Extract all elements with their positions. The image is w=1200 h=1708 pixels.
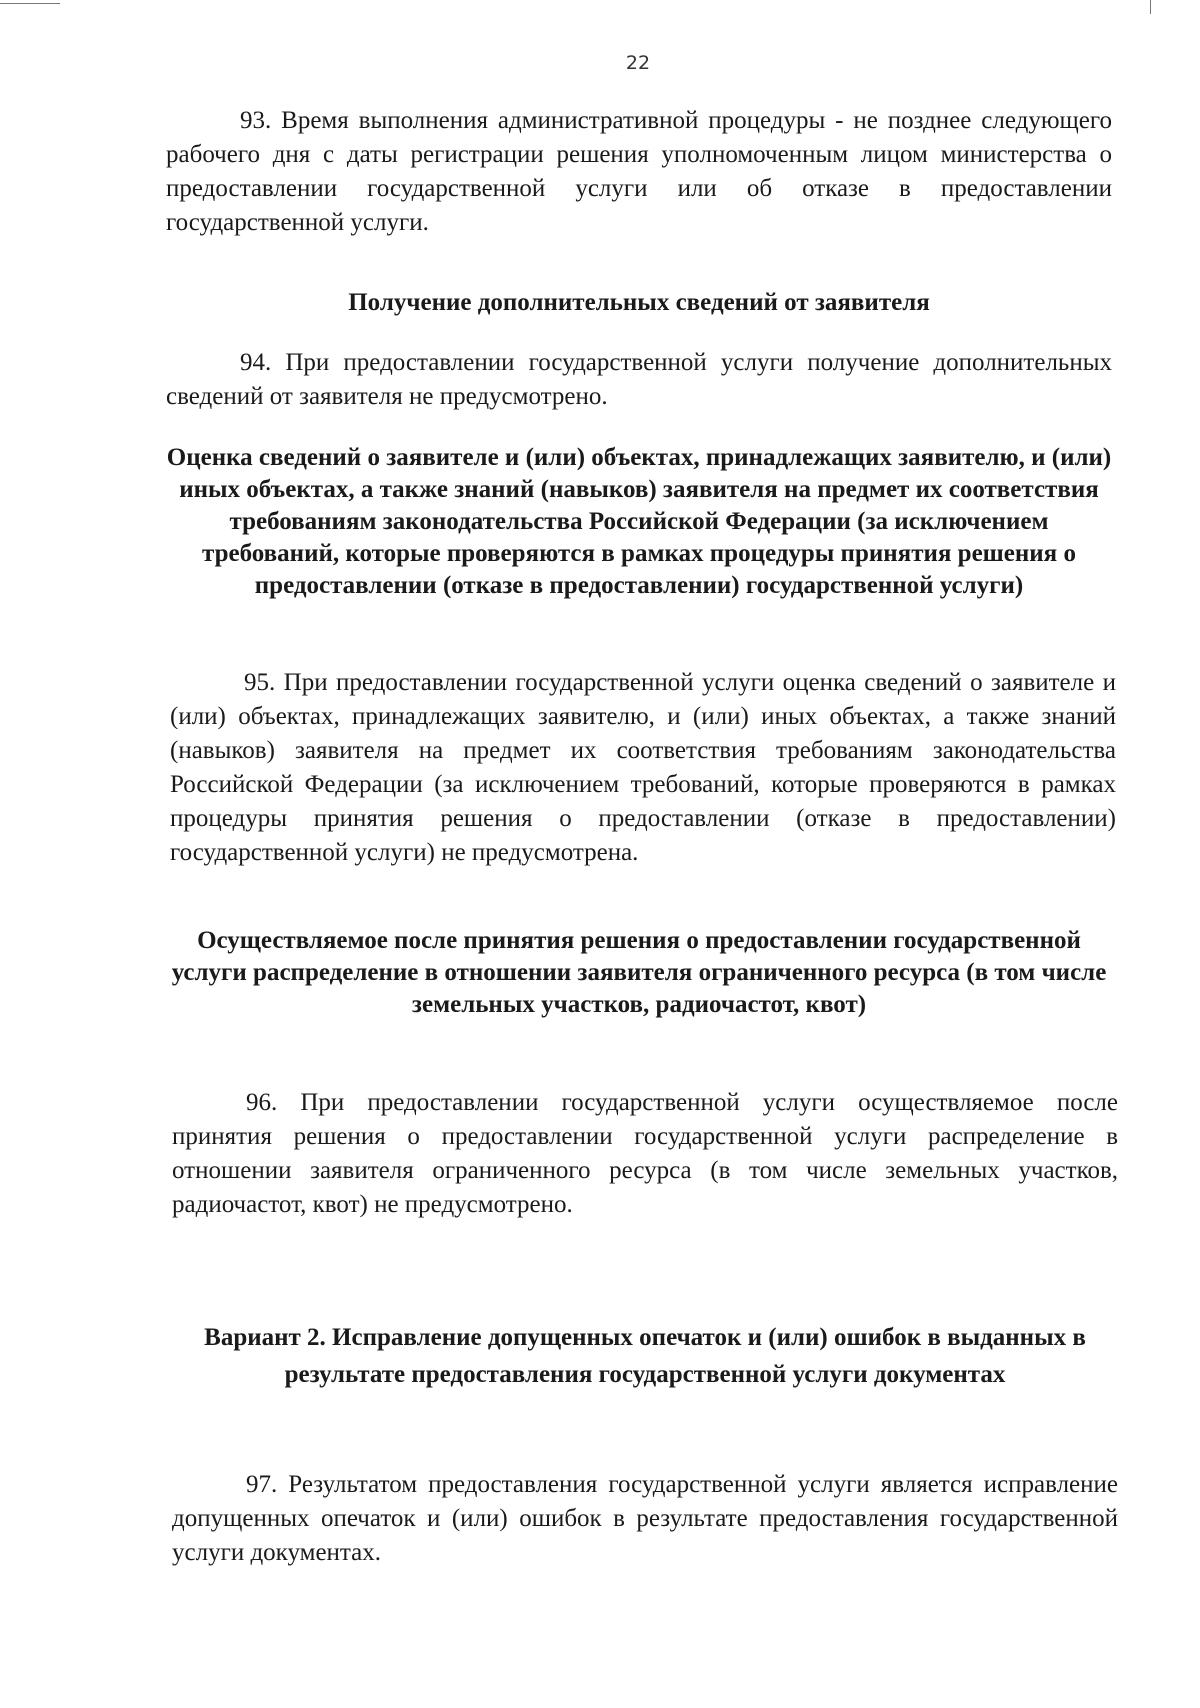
scan-edge-mark xyxy=(0,3,60,4)
heading-variant-2: Вариант 2. Исправление допущенных опечаток и (или) ошибок в выданных в результате предоставления государственной услуги документах xyxy=(204,1324,1086,1388)
page-number: 22 xyxy=(625,52,651,74)
paragraph-96 xyxy=(172,1086,1118,1222)
paragraph-93-text: 93. Время выполнения административной процедуры - не позднее следующего рабочего дня с даты регистрации решения уполномоченным лицом министерства о предоставлении государственной услуги или об отказе в предоставлении государственной услуги. xyxy=(166,107,1112,236)
heading-distribution: Осуществляемое после принятия решения о предоставлении государственной услуги распределение в отношении заявителя ограниченного ресурса (в том числе земельных участков, радиочастот, квот) xyxy=(171,927,1107,1018)
paragraph-95-text: 95. При предоставлении государственной услуги оценка сведений о заявителе и (или) объектах, принадлежащих заявителю, и (или) иных объектах, а также знаний (навыков) заявителя на предмет их соответствия требованиям законодательства Российской Федерации (за исключением требований, которые проверяются в рамках процедуры принятия решения о предоставлении (отказе в предоставлении) государственной услуги) не предусмотрена. xyxy=(170,669,1116,866)
paragraph-97 xyxy=(172,1468,1118,1570)
paragraph-93 xyxy=(166,104,1112,240)
heading-additional-info: Получение дополнительных сведений от заявителя xyxy=(348,289,930,316)
paragraph-94 xyxy=(166,346,1112,414)
paragraph-96-text: 96. При предоставлении государственной услуги осуществляемое после принятия решения о предоставлении государственной услуги распределение в отношении заявителя ограниченного ресурса (в том числе земельных участков, радиочастот, квот) не предусмотрено. xyxy=(172,1089,1118,1218)
scan-edge-mark xyxy=(1150,0,1151,14)
paragraph-94-text: 94. При предоставлении государственной услуги получение дополнительных сведений от заявителя не предусмотрено. xyxy=(166,349,1112,410)
paragraph-95 xyxy=(170,666,1116,870)
paragraph-97-text: 97. Результатом предоставления государственной услуги является исправление допущенных опечаток и (или) ошибок в результате предоставления государственной услуги документах. xyxy=(172,1471,1118,1566)
heading-assessment: Оценка сведений о заявителе и (или) объектах, принадлежащих заявителю, и (или) иных объектах, а также знаний (навыков) заявителя на предмет их соответствия требованиям законодательства Российской Федерации (за исключением требований, которые проверяются в рамках процедуры принятия решения о предоставлении (отказе в предоставлении) государственной услуги) xyxy=(166,444,1112,599)
